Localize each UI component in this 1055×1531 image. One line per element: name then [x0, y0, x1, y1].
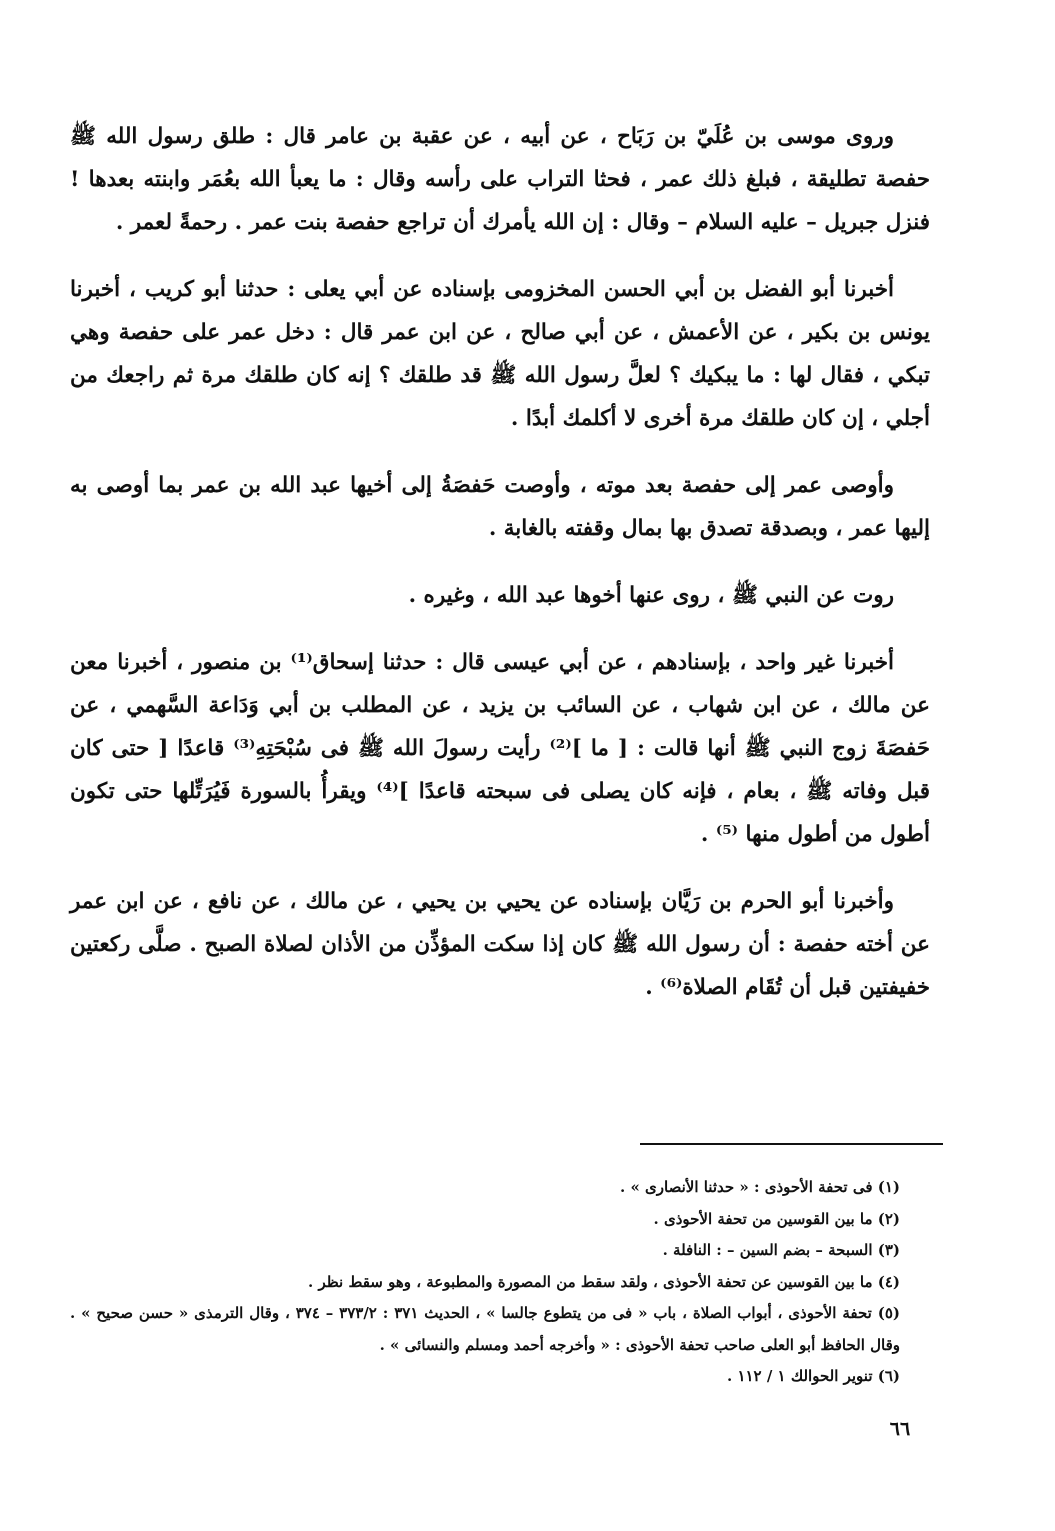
- footnote: (٤) ما بين القوسين عن تحفة الأحوذى ، ولقد سقط من المصورة والمطبوعة ، وهو سقط نظر .: [308, 1272, 900, 1291]
- main-text: [70, 105, 930, 1033]
- paragraph: وأوصى عمر إلى حفصة بعد موته ، وأوصت حَفصَةُ إلى أخيها عبد الله بن عمر بما أوصى به إليها عمر ، وبصدقة تصدق بها بمال وقفته بالغابة .: [70, 473, 930, 541]
- paragraph: أخبرنا غير واحد ، بإسنادهم ، عن أبي عيسى قال : حدثنا إسحاق⁽¹⁾ بن منصور ، أخبرنا معن عن مالك ، عن ابن شهاب ، عن السائب بن يزيد ، عن المطلب بن أبي وَدَاعة السَّهمي ، عن حَفصَةَ زوج النبي ﷺ أنها قالت : [ ما ]⁽²⁾ رأيت رسولَ الله ﷺ فى سُبْحَتِهِ⁽³⁾ قاعدًا [ حتى كان قبل وفاته ﷺ ، بعام ، فإنه كان يصلى فى سبحته قاعدًا ]⁽⁴⁾ ويقرأُ بالسورة فَيُرَتِّلها حتى تكون أطول من أطول منها ⁽⁵⁾ .: [70, 650, 930, 847]
- footnotes: [70, 1172, 900, 1393]
- footnote: (٣) السبحة – بضم السين – : النافلة .: [662, 1241, 900, 1259]
- footnote: (٥) تحفة الأحوذى ، أبواب الصلاة ، باب « فى من يتطوع جالسا » ، الحديث ٣٧١ : ٣٧٣/٢ – ٣٧٤ ، وقال الترمذى « حسن صحيح » . وقال الحافظ أبو العلى صاحب تحفة الأحوذى : « وأخرجه أحمد ومسلم والنسائى » .: [70, 1304, 900, 1354]
- paragraph: وروى موسى بن عُلَيّ بن رَبَاح ، عن أبيه ، عن عقبة بن عامر قال : طلق رسول الله ﷺ حفصة تطليقة ، فبلغ ذلك عمر ، فحثا التراب على رأسه وقال : ما يعبأ الله بعُمَر وابنته بعدها ! فنزل جبريل – عليه السلام – وقال : إن الله يأمرك أن تراجع حفصة بنت عمر . رحمةً لعمر .: [70, 124, 930, 235]
- paragraph: روت عن النبي ﷺ ، روى عنها أخوها عبد الله ، وغيره .: [408, 583, 894, 608]
- footnote-separator: [640, 1143, 943, 1145]
- footnote: (٢) ما بين القوسين من تحفة الأحوذى .: [653, 1209, 900, 1228]
- paragraph: أخبرنا أبو الفضل بن أبي الحسن المخزومى بإسناده عن أبي يعلى : حدثنا أبو كريب ، أخبرنا يونس بن بكير ، عن الأعمش ، عن أبي صالح ، عن ابن عمر قال : دخل عمر على حفصة وهي تبكي ، فقال لها : ما يبكيك ؟ لعلَّ رسول الله ﷺ قد طلقك ؟ إنه كان طلقك مرة ثم راجعك من أجلي ، إن كان طلقك مرة أخرى لا أكلمك أبدًا .: [70, 277, 930, 431]
- footnote: (٦) تنوير الحوالك ١ / ١١٢ .: [726, 1367, 900, 1385]
- footnote: (١) فى تحفة الأحوذى : « حدثنا الأنصارى » .: [620, 1178, 900, 1196]
- paragraph: وأخبرنا أبو الحرم بن رَيَّان بإسناده عن يحيي بن يحيي ، عن مالك ، عن نافع ، عن ابن عمر عن أخته حفصة : أن رسول الله ﷺ كان إذا سكت المؤذِّن من الأذان لصلاة الصبح . صلَّى ركعتين خفيفتين قبل أن تُقَام الصلاة⁽⁶⁾ .: [70, 889, 930, 1000]
- page-number: ٦٦: [889, 1418, 911, 1440]
